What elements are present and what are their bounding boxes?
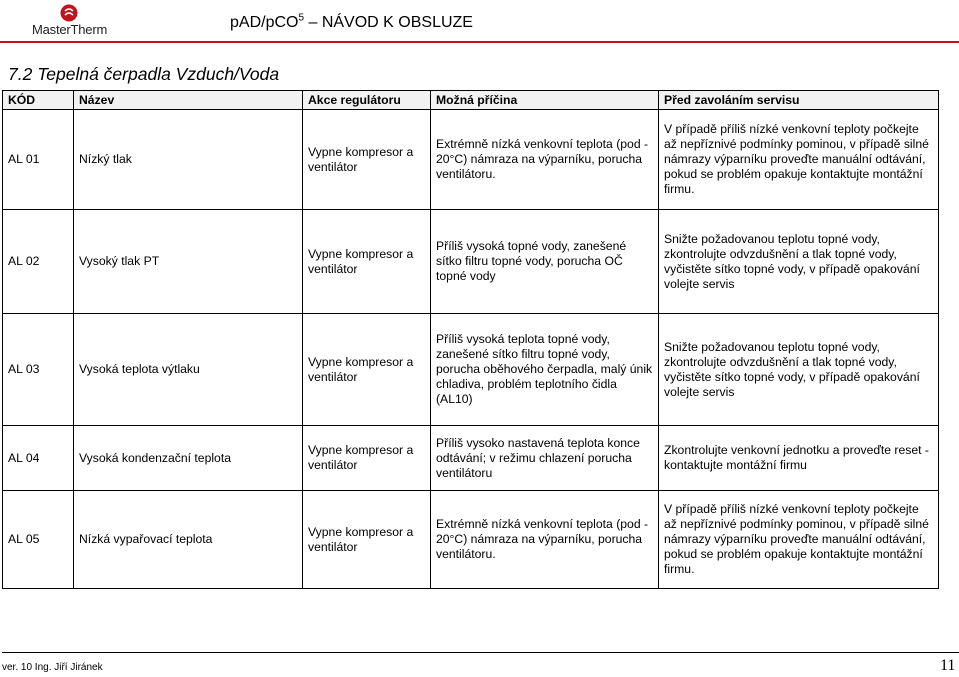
header-action: Akce regulátoru <box>303 91 431 110</box>
footer-author: ver. 10 Ing. Jiří Jiránek <box>2 662 103 673</box>
alarm-code: AL 02 <box>3 210 74 314</box>
alarm-code: AL 03 <box>3 314 74 426</box>
alarm-cause: Příliš vysoko nastavená teplota konce odtávání; v režimu chlazení porucha ventilátoru <box>431 426 659 491</box>
document-title-suffix: – NÁVOD K OBSLUZE <box>304 14 473 31</box>
alarm-action: Vypne kompresor a ventilátor <box>303 491 431 589</box>
alarm-service: Snižte požadovanou teplotu topné vody, zkontrolujte odvzdušnění a tlak topné vody, vyčistěte sítko topné vody, v případě opakování volejte servis <box>659 210 939 314</box>
alarm-service: Zkontrolujte venkovní jednotku a proveďte reset -kontaktujte montážní firmu <box>659 426 939 491</box>
alarm-name: Nízká vypařovací teplota <box>74 491 303 589</box>
alarm-service: V případě příliš nízké venkovní teploty počkejte až nepříznivé podmínky pominou, v případě silné námrazy výparníku proveďte manuální odtávání, pokud se problém opakuje kontaktujte montážní firmu. <box>659 110 939 210</box>
alarm-code: AL 01 <box>3 110 74 210</box>
alarm-action: Vypne kompresor a ventilátor <box>303 210 431 314</box>
table-row <box>3 491 939 589</box>
table-header-row <box>3 91 939 110</box>
alarm-cause: Příliš vysoká teplota topné vody, zanešené sítko filtru topné vody, porucha oběhového čerpadla, malý únik chladiva, problém teplotního čidla (AL10) <box>431 314 659 426</box>
header-service: Před zavoláním servisu <box>659 91 939 110</box>
alarm-code: AL 05 <box>3 491 74 589</box>
header-divider <box>0 41 959 43</box>
alarm-table <box>2 90 939 589</box>
section-title: 7.2 Tepelná čerpadla Vzduch/Voda <box>8 64 280 84</box>
alarm-cause: Extrémně nízká venkovní teplota (pod - 20°C) námraza na výparníku, porucha ventilátoru. <box>431 491 659 589</box>
alarm-code: AL 04 <box>3 426 74 491</box>
header-cause: Možná příčina <box>431 91 659 110</box>
alarm-action: Vypne kompresor a ventilátor <box>303 314 431 426</box>
alarm-service: Snižte požadovanou teplotu topné vody, zkontrolujte odvzdušnění a tlak topné vody, vyčistěte sítko topné vody, v případě opakování volejte servis <box>659 314 939 426</box>
alarm-service: V případě příliš nízké venkovní teploty počkejte až nepříznivé podmínky pominou, v případě silné námrazy výparníku proveďte manuální odtávání, pokud se problém opakuje kontaktujte montážní firmu. <box>659 491 939 589</box>
mastertherm-logo-icon <box>60 4 78 22</box>
header-name: Název <box>74 91 303 110</box>
alarm-cause: Extrémně nízká venkovní teplota (pod - 20°C) námraza na výparníku, porucha ventilátoru. <box>431 110 659 210</box>
table-row <box>3 210 939 314</box>
document-title-main: pAD/pCO <box>230 14 299 31</box>
table-row <box>3 110 939 210</box>
table-row <box>3 314 939 426</box>
logo-brand-text: MasterTherm <box>32 22 108 37</box>
alarm-name: Vysoká kondenzační teplota <box>74 426 303 491</box>
alarm-name: Vysoká teplota výtlaku <box>74 314 303 426</box>
page-number: 11 <box>940 657 956 674</box>
alarm-action: Vypne kompresor a ventilátor <box>303 110 431 210</box>
mastertherm-logo <box>32 4 142 38</box>
alarm-name: Nízký tlak <box>74 110 303 210</box>
document-title <box>230 14 473 32</box>
table-row <box>3 426 939 491</box>
alarm-name: Vysoký tlak PT <box>74 210 303 314</box>
alarm-cause: Příliš vysoká topné vody, zanešené sítko filtru topné vody, porucha OČ topné vody <box>431 210 659 314</box>
header-code: KÓD <box>3 91 74 110</box>
document-title-superscript: 5 <box>298 12 305 24</box>
alarm-action: Vypne kompresor a ventilátor <box>303 426 431 491</box>
footer-divider <box>2 652 959 653</box>
